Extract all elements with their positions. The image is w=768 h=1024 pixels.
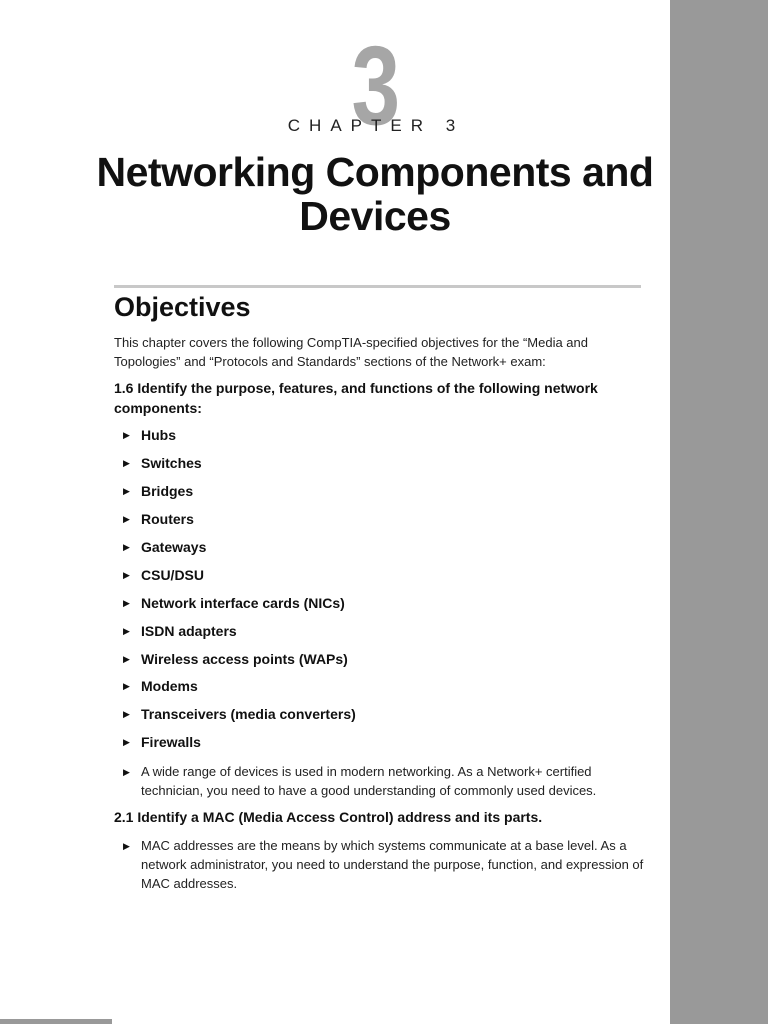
triangle-right-icon: ▶ bbox=[123, 626, 130, 636]
list-item: ▶ Firewalls bbox=[123, 734, 201, 750]
chapter-label: CHAPTER 3 bbox=[287, 116, 465, 135]
list-item: ▶ Routers bbox=[123, 511, 194, 527]
objective-1-6-note: ▶ A wide range of devices is used in modern networking. As a Network+ certified technician, you need to have a good understanding of commonly used devices. bbox=[123, 764, 597, 798]
section-divider bbox=[114, 285, 641, 288]
list-item: ▶ ISDN adapters bbox=[123, 623, 237, 639]
objective-2-1-heading: 2.1 Identify a MAC (Media Access Control) address and its parts. bbox=[114, 809, 543, 825]
triangle-right-icon: ▶ bbox=[123, 598, 130, 608]
chapter-title bbox=[90, 150, 660, 238]
objectives-heading: Objectives bbox=[114, 292, 251, 322]
triangle-right-icon: ▶ bbox=[123, 486, 130, 496]
chapter-number: 3 bbox=[351, 23, 399, 148]
triangle-right-icon: ▶ bbox=[123, 570, 130, 580]
triangle-right-icon: ▶ bbox=[123, 654, 130, 664]
triangle-right-icon: ▶ bbox=[123, 430, 130, 440]
triangle-right-icon: ▶ bbox=[123, 841, 130, 851]
triangle-right-icon: ▶ bbox=[123, 542, 130, 552]
list-item: ▶ Hubs bbox=[123, 427, 176, 443]
list-item: ▶ CSU/DSU bbox=[123, 567, 205, 583]
triangle-right-icon: ▶ bbox=[123, 681, 130, 691]
list-item: ▶ Wireless access points (WAPs) bbox=[123, 651, 348, 667]
triangle-right-icon: ▶ bbox=[123, 737, 130, 747]
chapter-title-line-2: Devices bbox=[299, 193, 451, 239]
objectives-intro: This chapter covers the following CompTIA-specified objectives for the “Media and Topologies” and “Protocols and Standards” sections of the Network+ exam: bbox=[114, 335, 588, 369]
list-item: ▶ Modems bbox=[123, 678, 198, 694]
footer-rule bbox=[0, 1019, 112, 1024]
list-item: ▶ Transceivers (media converters) bbox=[123, 706, 356, 722]
list-item: ▶ Network interface cards (NICs) bbox=[123, 595, 345, 611]
chapter-title-line-1: Networking Components and bbox=[96, 149, 654, 195]
list-item: ▶ Gateways bbox=[123, 539, 207, 555]
list-item: ▶ Bridges bbox=[123, 483, 194, 499]
triangle-right-icon: ▶ bbox=[123, 458, 130, 468]
objective-1-6-heading: 1.6 Identify the purpose, features, and functions of the following network components: bbox=[114, 380, 598, 416]
side-margin-bar bbox=[670, 0, 768, 1024]
objective-2-1-note: ▶ MAC addresses are the means by which systems communicate at a base level. As a network administrator, you need to understand the purpose, function, and expression of MAC addresses. bbox=[123, 838, 644, 891]
triangle-right-icon: ▶ bbox=[123, 514, 130, 524]
list-item: ▶ Switches bbox=[123, 455, 202, 471]
triangle-right-icon: ▶ bbox=[123, 709, 130, 719]
triangle-right-icon: ▶ bbox=[123, 767, 130, 777]
